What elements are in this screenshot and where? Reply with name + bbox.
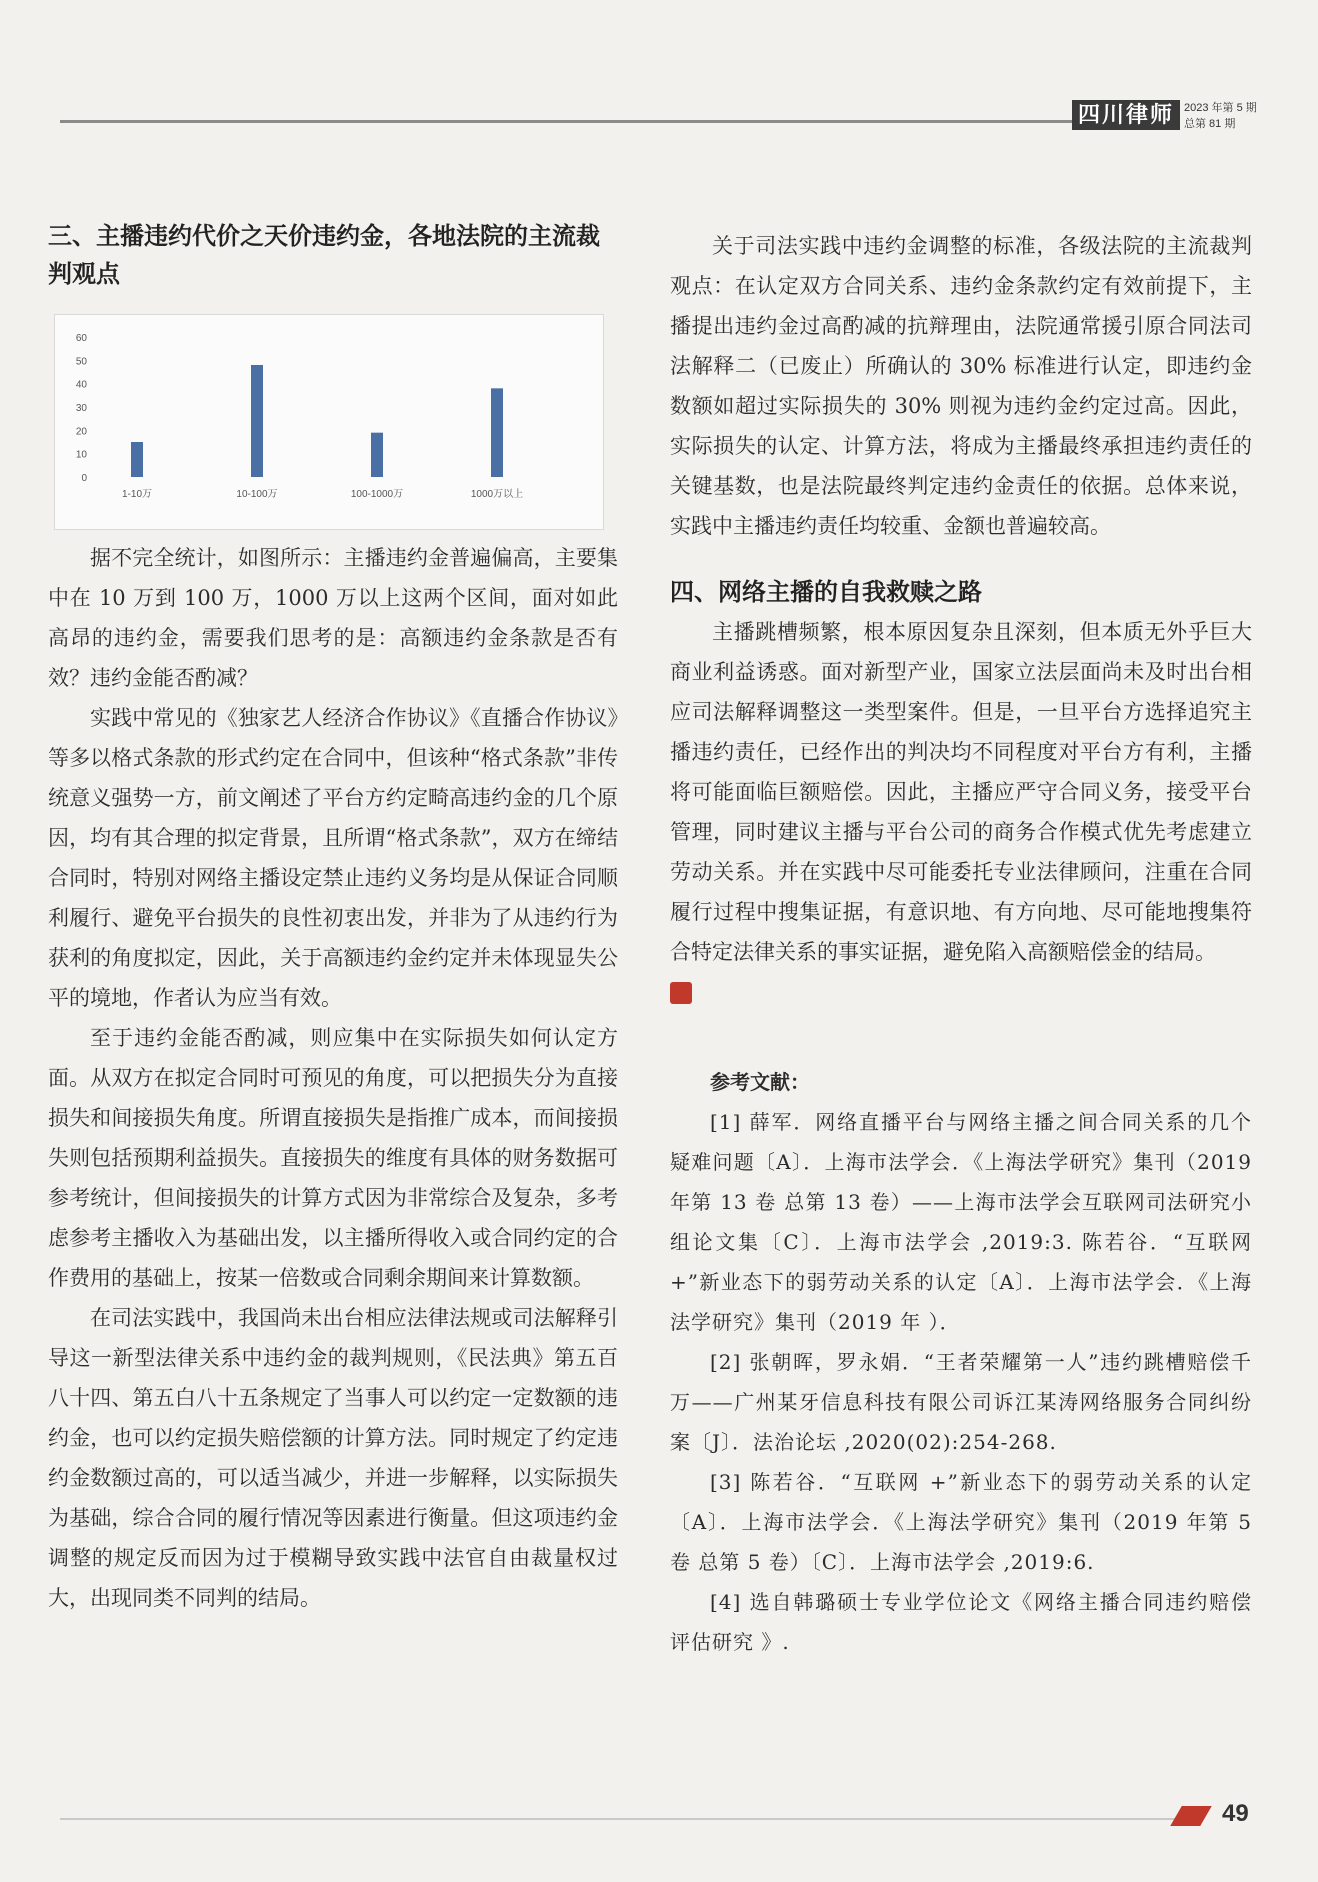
footer-rule bbox=[60, 1818, 1190, 1820]
reference-item: [2] 张朝晖，罗永娟．“王者荣耀第一人”违约跳槽赔偿千万——广州某牙信息科技有限公司诉江某涛网络服务合同纠纷案〔J〕．法治论坛 ,2020(02):254-268. bbox=[670, 1350, 1252, 1454]
paragraph: 据不完全统计，如图所示：主播违约金普遍偏高，主要集中在 10 万到 100 万，1000 万以上这两个区间，面对如此高昂的违约金，需要我们思考的是：高额违约金条款是否有效？违约金能否酌减？ bbox=[48, 546, 618, 690]
reference-item: [4] 选自韩璐硕士专业学位论文《网络主播合同违约赔偿评估研究 》. bbox=[670, 1590, 1252, 1654]
y-tick-label: 30 bbox=[75, 403, 87, 414]
paragraph: 主播跳槽频繁，根本原因复杂且深刻，但本质无外乎巨大商业利益诱惑。面对新型产业，国家立法层面尚未及时出台相应司法解释调整这一类型案件。但是，一旦平台方选择追究主播违约责任，已经作出的判决均不同程度对平台方有利，主播将可能面临巨额赔偿。因此，主播应严守合同义务，接受平台管理，同时建议主播与平台公司的商务合作模式优先考虑建立劳动关系。并在实践中尽可能委托专业法律顾问，注重在合同履行过程中搜集证据，有意识地、有方向地、尽可能地搜集符合特定法律关系的事实证据，避免陷入高额赔偿金的结局。 bbox=[670, 620, 1252, 964]
x-tick-label: 1-10万 bbox=[121, 489, 153, 500]
y-tick-label: 60 bbox=[75, 333, 87, 344]
reference-item: [1] 薛军．网络直播平台与网络主播之间合同关系的几个疑难问题〔A〕．上海市法学会．《上海法学研究》集刊（2019 年第 13 卷 总第 13 卷）——上海市法学会互联网司法研究小组论文集〔C〕．上海市法学会 ,2019:3. 陈若谷．“互联网 +”新业态下的弱劳动关系的认定〔A〕．上海市法学会．《上海法学研究》集刊（2019 年 ）． bbox=[670, 1110, 1252, 1334]
bar bbox=[251, 365, 263, 477]
paragraph: 关于司法实践中违约金调整的标准，各级法院的主流裁判观点：在认定双方合同关系、违约金条款约定有效前提下，主播提出违约金过高酌减的抗辩理由，法院通常援引原合同法司法解释二（已废止）所确认的 30% 标准进行认定，即违约金数额如超过实际损失的 30% 则视为违约金约定过高。因此，实际损失的认定、计算方法，将成为主播最终承担违约责任的关键基数，也是法院最终判定违约金责任的依据。总体来说，实践中主播违约责任均较重、金额也普遍较高。 bbox=[670, 234, 1252, 538]
section-heading-4: 四、网络主播的自我救赎之路 bbox=[670, 579, 982, 606]
right-column bbox=[670, 226, 1252, 1662]
y-tick-label: 0 bbox=[81, 473, 87, 484]
bar bbox=[131, 442, 143, 477]
penalty-bar-chart bbox=[54, 314, 604, 530]
bar bbox=[371, 433, 383, 477]
page-number: 49 bbox=[1222, 1800, 1249, 1827]
paragraph: 实践中常见的《独家艺人经济合作协议》《直播合作协议》等多以格式条款的形式约定在合同中，但该种“格式条款”非传统意义强势一方，前文阐述了平台方约定畸高违约金的几个原因，均有其合理的拟定背景，且所谓“格式条款”，双方在缔结合同时，特别对网络主播设定禁止违约义务均是从保证合同顺利履行、避免平台损失的良性初衷出发，并非为了从违约行为获利的角度拟定，因此，关于高额违约金约定并未体现显失公平的境地，作者认为应当有效。 bbox=[48, 706, 618, 1010]
section-heading-3: 三、主播违约代价之天价违约金，各地法院的主流裁判观点 bbox=[48, 223, 600, 288]
issue-info bbox=[1184, 100, 1257, 132]
x-tick-label: 100-1000万 bbox=[350, 489, 404, 500]
y-tick-label: 50 bbox=[75, 356, 87, 368]
x-tick-label: 10-100万 bbox=[236, 489, 278, 500]
header-rule bbox=[60, 120, 1080, 123]
references-title: 参考文献： bbox=[710, 1070, 810, 1094]
journal-masthead: 四川律师 bbox=[1072, 100, 1180, 130]
y-tick-label: 10 bbox=[75, 449, 87, 461]
paragraph: 至于违约金能否酌减，则应集中在实际损失如何认定方面。从双方在拟定合同时可预见的角度，可以把损失分为直接损失和间接损失角度。所谓直接损失是指推广成本，而间接损失则包括预期利益损失。直接损失的维度有具体的财务数据可参考统计，但间接损失的计算方式因为非常综合及复杂，多考虑参考主播收入为基础出发，以主播所得收入或合同约定的合作费用的基础上，按某一倍数或合同剩余期间来计算数额。 bbox=[48, 1026, 618, 1290]
issue-total: 总第 81 期 bbox=[1184, 118, 1236, 130]
chart-canvas bbox=[55, 315, 603, 529]
y-tick-label: 20 bbox=[75, 426, 87, 438]
x-tick-label: 1000万以上 bbox=[470, 489, 524, 500]
page-marker-icon bbox=[1170, 1806, 1212, 1826]
left-column bbox=[48, 218, 618, 1618]
end-seal-icon bbox=[670, 982, 692, 1004]
reference-item: [3] 陈若谷．“互联网 +”新业态下的弱劳动关系的认定〔A〕．上海市法学会．《上海法学研究》集刊（2019 年第 5 卷 总第 5 卷）〔C〕．上海市法学会 ,2019:6. bbox=[670, 1470, 1252, 1574]
paragraph: 在司法实践中，我国尚未出台相应法律法规或司法解释引导这一新型法律关系中违约金的裁判规则，《民法典》第五百八十四、第五白八十五条规定了当事人可以约定一定数额的违约金，也可以约定损失赔偿额的计算方法。同时规定了约定违约金数额过高的，可以适当减少，并进一步解释，以实际损失为基础，综合合同的履行情况等因素进行衡量。但这项违约金调整的规定反而因为过于模糊导致实践中法官自由裁量权过大，出现同类不同判的结局。 bbox=[48, 1306, 618, 1610]
y-tick-label: 40 bbox=[75, 379, 87, 391]
bar bbox=[491, 388, 503, 477]
issue-line: 2023 年第 5 期 bbox=[1184, 102, 1257, 114]
